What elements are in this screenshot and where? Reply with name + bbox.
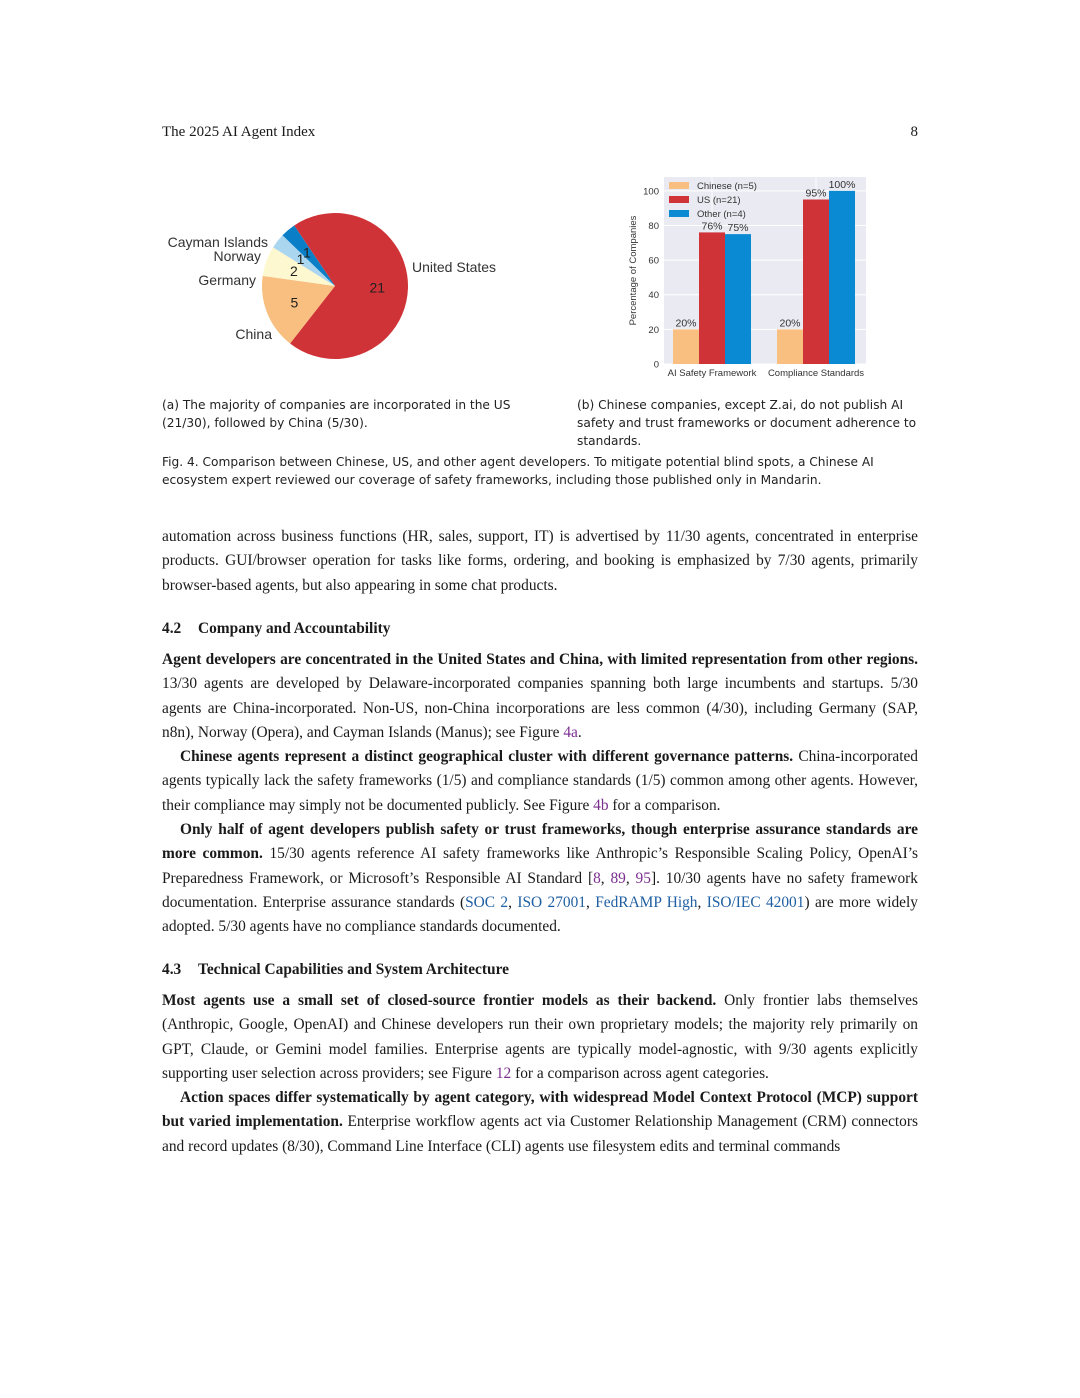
subcaption-a: (a) The majority of companies are incorporated in the US (21/30), followed by China (5/30). bbox=[162, 398, 511, 430]
bar-us bbox=[699, 232, 725, 364]
paragraph-developers-concentration bbox=[162, 648, 918, 745]
pie-value-label: 1 bbox=[296, 251, 305, 268]
figure-4a-pie-chart bbox=[160, 195, 520, 385]
link-iso-iec-42001[interactable]: ISO/IEC 42001 bbox=[706, 893, 805, 911]
bar-other bbox=[829, 191, 855, 364]
separator: , bbox=[508, 893, 518, 911]
running-title: The 2025 AI Agent Index bbox=[162, 124, 316, 140]
section-heading-4-3 bbox=[162, 961, 509, 979]
section-4-2-body bbox=[162, 648, 918, 940]
page-number: 8 bbox=[910, 124, 918, 140]
separator: , bbox=[697, 893, 707, 911]
running-head bbox=[162, 124, 918, 142]
bar-value-label: 20% bbox=[675, 317, 697, 330]
separator: , bbox=[586, 893, 596, 911]
x-tick-label: AI Safety Framework bbox=[667, 368, 757, 379]
separator: , bbox=[625, 869, 636, 887]
legend-swatch bbox=[669, 210, 689, 217]
y-tick-label: 0 bbox=[653, 359, 659, 371]
paragraph-text: Only frontier labs themselves (Anthropic, Google, OpenAI) and Chinese developers run their own proprietary models; the majority rely primarily on GPT, Claude, or Gemini model families. Enterprise agents are typically model-agnostic, with 9/30 agents explicitly supporting user selection across providers; see Figure bbox=[162, 992, 918, 1082]
paragraph-text: Enterprise workflow agents act via Customer Relationship Management (CRM) connectors and record updates (8/30), Command Line Interface (CLI) agents use filesystem edits and terminal commands bbox=[162, 1113, 918, 1155]
legend-label: US (n=21) bbox=[697, 195, 741, 206]
paragraph-end: for a comparison across agent categories. bbox=[511, 1064, 769, 1082]
bar-chinese bbox=[777, 329, 803, 364]
paragraph-frontier-models bbox=[162, 989, 918, 1086]
x-tick-label: Compliance Standards bbox=[767, 368, 865, 379]
paragraph-text: ]. 10/30 agents have no safety framework documentation. Enterprise assurance standards ( bbox=[162, 869, 918, 911]
paragraph-lead: Most agents use a small set of closed-source frontier models as their backend. bbox=[162, 992, 717, 1009]
pie-value-label: 21 bbox=[369, 279, 386, 296]
paragraph-intro bbox=[162, 525, 918, 598]
paragraph-safety-frameworks bbox=[162, 818, 918, 939]
figure-4b-bar-chart bbox=[618, 172, 878, 387]
paragraph-end: for a comparison. bbox=[608, 796, 721, 814]
y-axis-label: Percentage of Companies bbox=[628, 215, 639, 326]
paragraph-lead: Action spaces differ systematically by agent category, with widespread Model Context Protocol (MCP) support but varied implementation. bbox=[162, 1089, 918, 1131]
legend-label: Chinese (n=5) bbox=[697, 181, 757, 192]
link-soc2[interactable]: SOC 2 bbox=[465, 893, 509, 911]
subcaption-b: (b) Chinese companies, except Z.ai, do not publish AI safety and trust frameworks or document adherence to standards. bbox=[577, 398, 917, 448]
citation-95[interactable]: 95 bbox=[635, 869, 651, 887]
paragraph-text: ) are more widely adopted. 5/30 agents have no compliance standards documented. bbox=[162, 893, 918, 936]
legend-swatch bbox=[669, 182, 689, 189]
link-fedramp-high[interactable]: FedRAMP High bbox=[595, 893, 698, 911]
figure-ref-4a[interactable]: 4a bbox=[563, 723, 578, 741]
pie-value-label: 1 bbox=[302, 244, 311, 261]
y-tick-label: 20 bbox=[648, 324, 659, 336]
paragraph-lead: Chinese agents represent a distinct geographical cluster with different governance patterns. bbox=[180, 748, 794, 766]
pie-category-label: United States bbox=[412, 259, 497, 275]
paragraph-chinese-agents bbox=[162, 745, 918, 818]
bar-value-label: 95% bbox=[805, 187, 827, 200]
citation-8[interactable]: 8 bbox=[593, 869, 601, 887]
section-4-3-body bbox=[162, 989, 918, 1159]
section-heading-4-2 bbox=[162, 620, 390, 638]
paragraph-lead: Agent developers are concentrated in the United States and China, with limited representation from other regions. bbox=[162, 651, 918, 668]
y-tick-label: 40 bbox=[648, 290, 659, 302]
bar-value-label: 20% bbox=[779, 317, 801, 330]
section-number: 4.3 bbox=[162, 961, 182, 978]
bar-value-label: 75% bbox=[727, 222, 749, 235]
y-tick-label: 60 bbox=[648, 255, 659, 267]
legend-label: Other (n=4) bbox=[697, 209, 746, 220]
separator: , bbox=[600, 869, 611, 887]
bar-chinese bbox=[673, 329, 699, 364]
pie-category-label: Norway bbox=[213, 248, 261, 264]
paragraph-text: 15/30 agents reference AI safety frameworks like Anthropic’s Responsible Scaling Policy, OpenAI’s Preparedness Framework, or Microsoft’s Responsible AI Standard [ bbox=[162, 845, 918, 887]
pie-category-label: China bbox=[235, 326, 272, 342]
bar-chart-svg bbox=[618, 172, 878, 387]
legend-swatch bbox=[669, 196, 689, 203]
paragraph-text: China-incorporated agents typically lack the safety frameworks (1/5) and compliance standards (1/5) common among other agents. However, their compliance may simply not be documented publicly. See Figure bbox=[162, 748, 918, 814]
y-tick-label: 80 bbox=[648, 220, 659, 232]
pie-category-label: Cayman Islands bbox=[167, 234, 268, 250]
section-number: 4.2 bbox=[162, 620, 182, 637]
figure-ref-12[interactable]: 12 bbox=[495, 1064, 512, 1082]
pie-category-label: Germany bbox=[198, 272, 256, 288]
paragraph-intro-text: automation across business functions (HR, sales, support, IT) is advertised by 11/30 agents, concentrated in enterprise products. GUI/browser operation for tasks like forms, ordering, and booking is emphasized by 7/30 agents, primarily browser-based agents, but also appearing in some chat products. bbox=[162, 528, 918, 594]
section-title: Technical Capabilities and System Architecture bbox=[198, 961, 509, 978]
section-title: Company and Accountability bbox=[198, 620, 391, 637]
paragraph-end: . bbox=[577, 723, 582, 741]
pie-value-label: 2 bbox=[289, 263, 298, 280]
y-tick-label: 100 bbox=[643, 186, 659, 198]
paragraph-lead: Only half of agent developers publish safety or trust frameworks, though enterprise assurance standards are more common. bbox=[162, 821, 918, 863]
paragraph-text: 13/30 agents are developed by Delaware-incorporated companies spanning both large incumbents and startups. 5/30 agents are China-incorporated. Non-US, non-China incorporations are less common (4/30), including Germany (SAP, n8n), Norway (Opera), and Cayman Islands (Manus); see Figure bbox=[162, 675, 918, 741]
citation-89[interactable]: 89 bbox=[610, 869, 626, 887]
bar-value-label: 76% bbox=[701, 220, 723, 233]
bar-other bbox=[725, 234, 751, 364]
bar-us bbox=[803, 200, 829, 364]
bar-value-label: 100% bbox=[828, 178, 856, 191]
pie-chart-svg bbox=[160, 195, 520, 385]
figure-ref-4b[interactable]: 4b bbox=[593, 796, 609, 814]
paragraph-action-spaces bbox=[162, 1086, 918, 1159]
figure-caption: Fig. 4. Comparison between Chinese, US, and other agent developers. To mitigate potential blind spots, a Chinese AI ecosystem expert reviewed our coverage of safety frameworks, including those published only in Mandarin. bbox=[162, 455, 874, 487]
pie-value-label: 5 bbox=[290, 294, 299, 311]
link-iso27001[interactable]: ISO 27001 bbox=[517, 893, 586, 911]
